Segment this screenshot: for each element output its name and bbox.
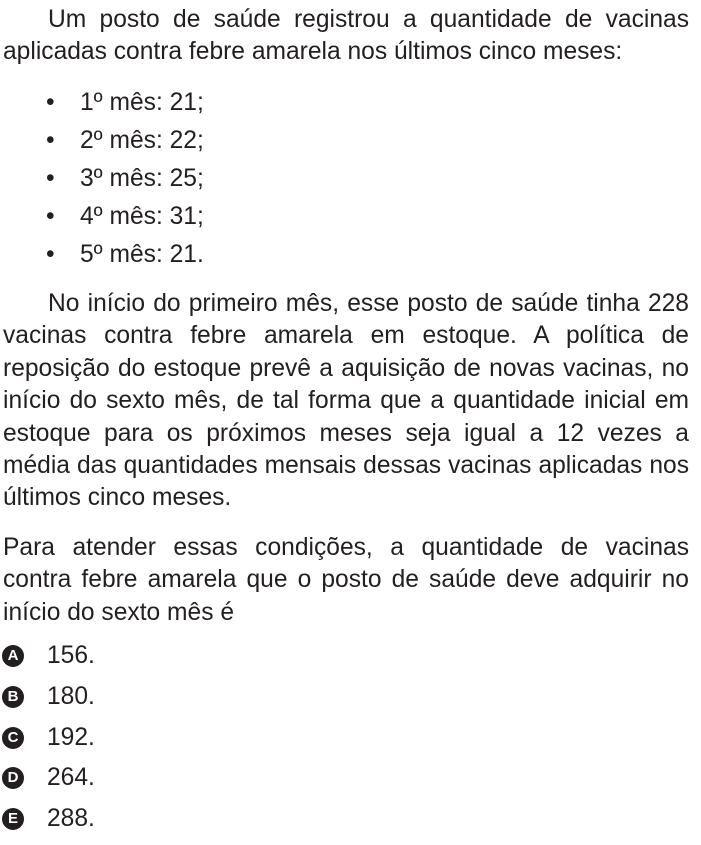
list-item: [0, 198, 500, 236]
monthly-vaccines-list: [0, 84, 500, 274]
month-value: 2º mês: 22;: [80, 127, 204, 154]
bullet-icon: •: [46, 127, 55, 154]
intro-paragraph: Um posto de saúde registrou a quantidade de vacinas aplicadas contra febre amarela nos últimos cinco meses:: [3, 6, 689, 66]
bullet-icon: •: [46, 241, 55, 268]
option-letter-icon: B: [2, 686, 24, 708]
context-paragraph: No início do primeiro mês, esse posto de saúde tinha 228 vacinas contra febre amarela em estoque. A política de reposição do estoque prevê a aquisição de novas vacinas, no início do sexto mês, de tal forma que a quantidade inicial em estoque para os próximos meses seja igual a 12 vezes a média das quantidades mensais dessas vacinas aplicadas nos últimos cinco meses.: [3, 290, 689, 512]
option-value: 192.: [47, 723, 95, 751]
list-item: [0, 84, 500, 122]
bullet-icon: •: [46, 165, 55, 192]
month-value: 4º mês: 31;: [80, 203, 204, 230]
option-value: 180.: [47, 682, 95, 710]
option-value: 264.: [47, 764, 95, 792]
option-c[interactable]: [0, 718, 400, 759]
month-value: 1º mês: 21;: [80, 89, 204, 116]
option-a[interactable]: [0, 636, 400, 677]
option-letter-icon: A: [2, 645, 24, 667]
month-value: 5º mês: 21.: [80, 241, 204, 268]
list-item: [0, 160, 500, 198]
month-value: 3º mês: 25;: [80, 165, 204, 192]
option-value: 288.: [47, 805, 95, 833]
bullet-icon: •: [46, 89, 55, 116]
option-letter-icon: E: [2, 808, 24, 830]
option-d[interactable]: [0, 758, 400, 799]
option-value: 156.: [47, 642, 95, 669]
bullet-icon: •: [46, 203, 55, 230]
option-letter-icon: D: [2, 767, 24, 789]
question-prompt: Para atender essas condições, a quantidade de vacinas contra febre amarela que o posto de saúde deve adquirir no início do sexto mês é: [3, 534, 689, 626]
list-item: [0, 122, 500, 160]
option-b[interactable]: [0, 677, 400, 718]
option-e[interactable]: [0, 799, 400, 840]
option-letter-icon: C: [2, 727, 24, 749]
answer-options: [0, 636, 400, 840]
list-item: [0, 236, 500, 274]
